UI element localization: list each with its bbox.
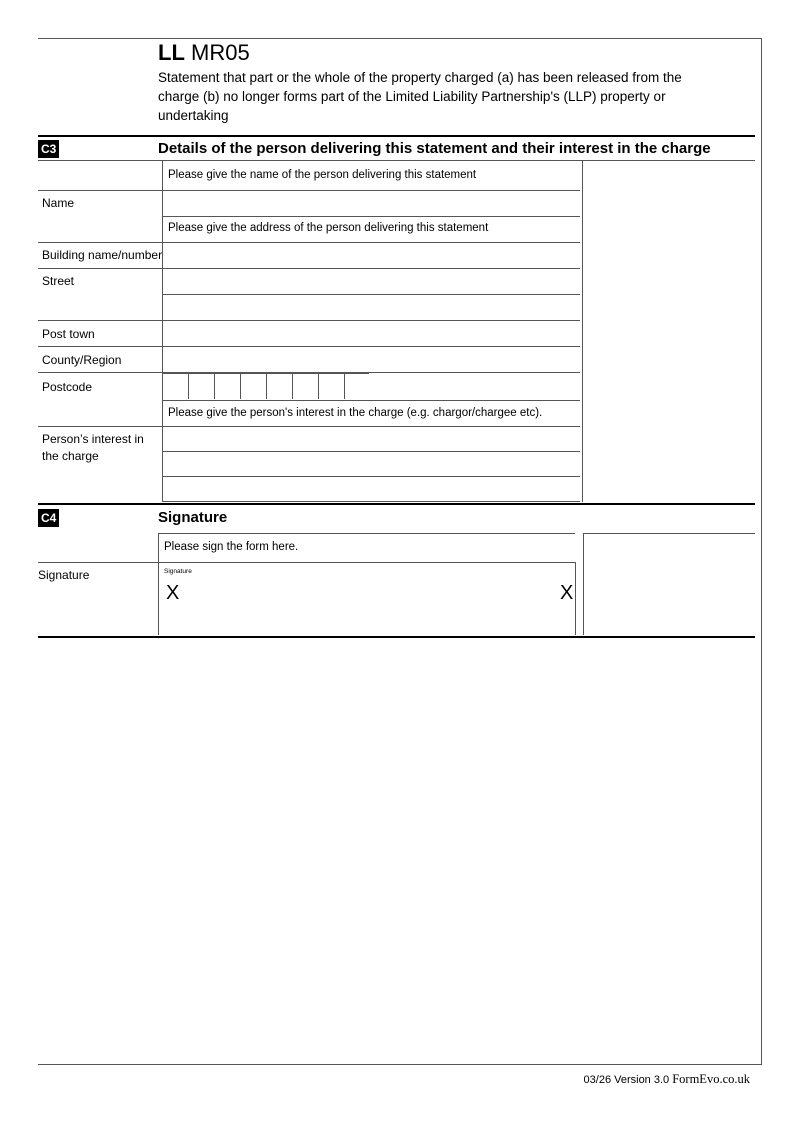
footer xyxy=(584,1072,750,1087)
footer-version: 03/26 Version 3.0 xyxy=(583,1074,670,1086)
sign-mark-right: X xyxy=(560,582,574,604)
interest-field-1[interactable] xyxy=(163,427,579,451)
building-label: Building name/number xyxy=(42,248,163,262)
signature-box-right-rule xyxy=(575,562,576,635)
interest-instruction: Please give the person's interest in the charge (e.g. chargor/chargee etc). xyxy=(168,407,543,419)
postcode-char-5[interactable] xyxy=(267,374,291,399)
postcode-char-1[interactable] xyxy=(163,374,187,399)
name-row-bottom-rule xyxy=(162,216,580,217)
postcode-boxes xyxy=(162,373,372,400)
name-row-top-rule xyxy=(38,190,162,191)
footer-site: FormEvo.co.uk xyxy=(672,1072,750,1086)
section-c3-title-rule xyxy=(38,160,755,161)
section-c4-title: Signature xyxy=(158,509,228,526)
postcode-char-3[interactable] xyxy=(215,374,239,399)
signature-label: Signature xyxy=(38,568,90,582)
sign-mark-left: X xyxy=(166,582,180,604)
interest-label: Person’s interest in the charge xyxy=(42,432,144,463)
right-frame-rule xyxy=(761,38,762,1065)
section-c3-top-rule xyxy=(38,135,755,137)
bottom-frame-rule xyxy=(38,1064,762,1065)
interest-row-3-rule xyxy=(162,501,580,502)
postcode-row-rule xyxy=(162,400,580,401)
section-c4-top-rule xyxy=(38,503,755,505)
form-description: Statement that part or the whole of the property charged (a) has been released from the charge (b) no longer forms part of the Limited Liability Partnership's (LLP) property or undertaking xyxy=(158,70,682,123)
postcode-char-4[interactable] xyxy=(241,374,265,399)
name-label: Name xyxy=(42,196,75,210)
county-field[interactable] xyxy=(163,347,579,372)
postcode-char-7[interactable] xyxy=(319,374,343,399)
postcode-char-6[interactable] xyxy=(293,374,317,399)
interest-field-3[interactable] xyxy=(163,477,579,501)
section-c4-bottom-rule xyxy=(38,636,755,638)
post-town-field[interactable] xyxy=(163,321,579,346)
county-label: County/Region xyxy=(42,353,122,367)
section-c3-badge: C3 xyxy=(38,140,59,158)
street-field[interactable] xyxy=(163,269,579,294)
postcode-char-8[interactable] xyxy=(345,374,369,399)
signature-box[interactable] xyxy=(159,563,575,635)
building-field[interactable] xyxy=(163,243,579,268)
section-c4-info-top-rule xyxy=(583,533,755,534)
c3-info-column-divider xyxy=(582,161,583,502)
top-rule xyxy=(38,38,762,39)
section-c3-title: Details of the person delivering this statement and their interest in the charge xyxy=(158,140,711,157)
form-code-prefix: LL xyxy=(158,40,185,65)
section-c4-title-rule xyxy=(158,533,575,534)
post-town-label: Post town xyxy=(42,327,95,341)
form-code xyxy=(158,40,250,66)
c4-info-column-divider xyxy=(583,534,584,635)
sign-instruction: Please sign the form here. xyxy=(164,541,299,553)
address-instruction: Please give the address of the person delivering this statement xyxy=(168,222,489,234)
postcode-label: Postcode xyxy=(42,380,93,394)
name-field[interactable] xyxy=(163,191,579,216)
name-instruction: Please give the name of the person delivering this statement xyxy=(168,169,477,181)
postcode-char-2[interactable] xyxy=(189,374,213,399)
form-code-number: MR05 xyxy=(191,40,250,65)
street-field-2[interactable] xyxy=(163,295,579,320)
signature-small-label: Signature xyxy=(164,568,192,575)
section-c4-badge: C4 xyxy=(38,509,59,527)
street-label: Street xyxy=(42,274,75,288)
interest-field-2[interactable] xyxy=(163,452,579,476)
